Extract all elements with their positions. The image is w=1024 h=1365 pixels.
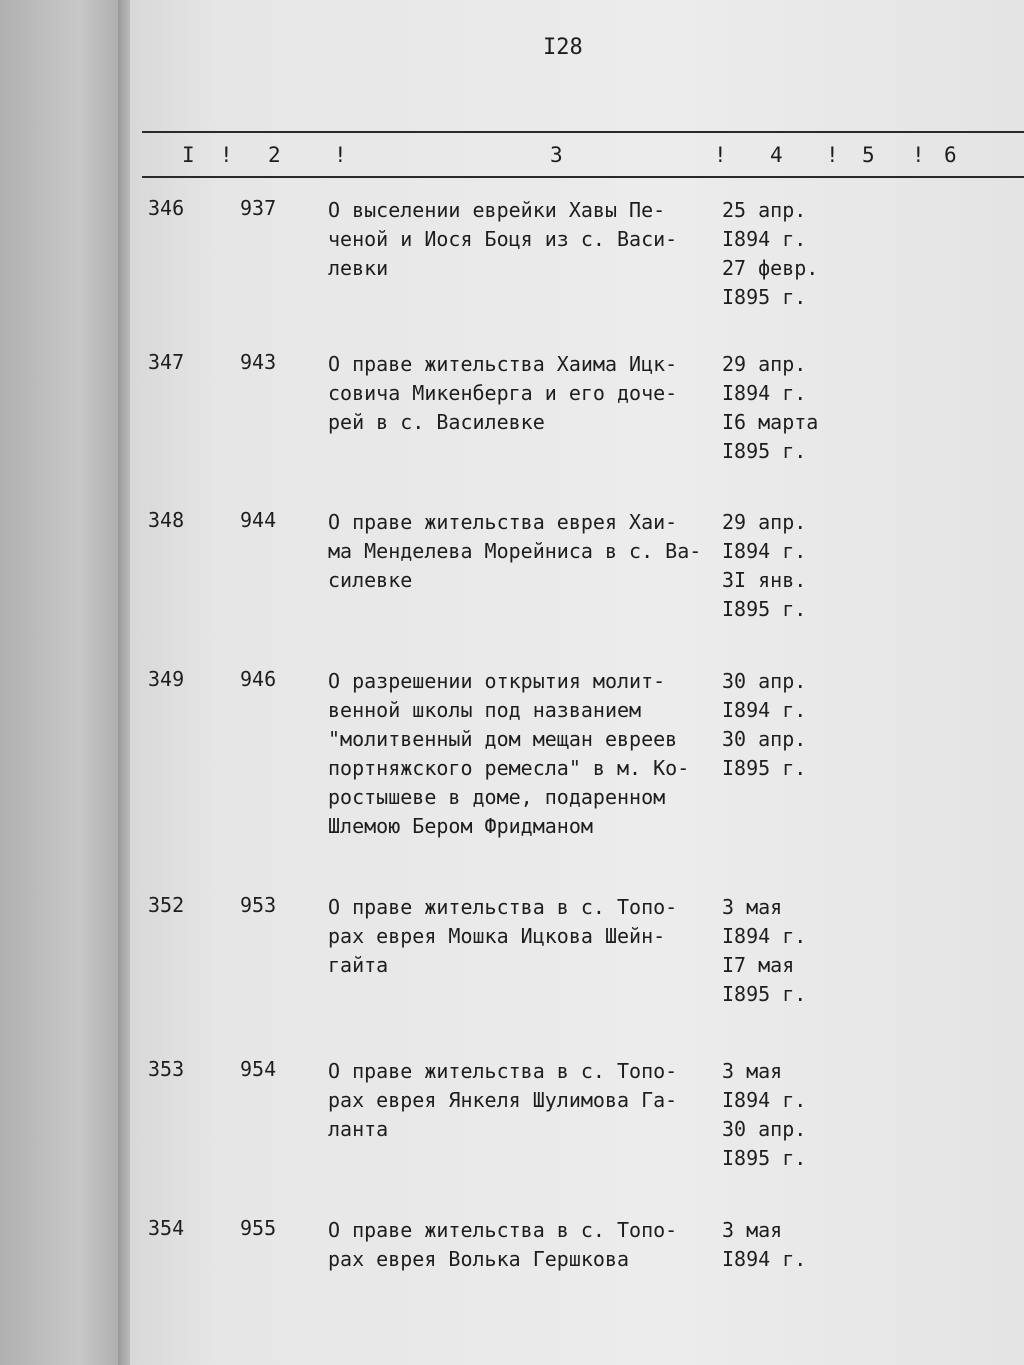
date-line: 29 апр. [722,352,807,376]
date-line: I895 г. [722,756,807,780]
entry-dates [722,508,806,624]
entry-description: О выселении еврейки Хавы Пе- ченой и Иося Боця из с. Васи- левки [328,198,678,280]
entry-number: 347 [148,350,185,374]
date-line: 30 апр. [722,727,807,751]
entry-dates [722,1216,806,1274]
date-line: I895 г. [722,982,807,1006]
column-separator: ! [826,143,839,167]
date-line: I895 г. [722,439,807,463]
entry-number: 354 [148,1216,185,1240]
date-line: 29 апр. [722,510,807,534]
date-line: I894 г. [722,539,807,563]
date-line: 30 апр. [722,1117,807,1141]
date-line: I895 г. [722,1146,807,1170]
column-header-6: 6 [944,143,957,167]
column-separator: ! [714,143,727,167]
page-number: I28 [543,35,583,60]
entry-reference: 943 [240,350,277,374]
date-line: 3 мая [722,1059,783,1083]
entry-reference: 944 [240,508,277,532]
date-line: 30 апр. [722,669,807,693]
column-header-2: 2 [268,143,281,167]
entry-description: О праве жительства еврея Хаи- ма Менделева Морейниса в с. Ва- силевке [328,510,702,592]
date-line: 27 февр. [722,256,819,280]
date-line: I895 г. [722,285,807,309]
column-header-1: I [182,143,195,167]
adjacent-page-edge [0,0,130,1365]
entry-description: О праве жительства Хаима Ицк- cовича Микенберга и его доче- рей в с. Василевке [328,352,678,434]
entry-reference: 955 [240,1216,277,1240]
column-separator: ! [912,143,925,167]
date-line: I895 г. [722,597,807,621]
entry-number: 348 [148,508,185,532]
date-line: I894 г. [722,227,807,251]
date-line: 3I янв. [722,568,807,592]
entry-reference: 946 [240,667,277,691]
entry-description: О праве жительства в с. Топо- рах еврея Янкеля Шулимова Га- ланта [328,1059,678,1141]
entry-number: 352 [148,893,185,917]
entry-number: 346 [148,196,185,220]
entry-dates [722,893,806,1009]
entry-reference: 953 [240,893,277,917]
date-line: I894 г. [722,1247,807,1271]
date-line: 25 апр. [722,198,807,222]
entry-dates [722,667,806,783]
entry-number: 349 [148,667,185,691]
entry-description: О праве жительства в с. Топо- рах еврея Мошка Ицкова Шейн- гайта [328,895,678,977]
date-line: I894 г. [722,381,807,405]
entry-dates [722,196,818,312]
entry-dates [722,1057,806,1173]
entry-reference: 954 [240,1057,277,1081]
column-header-5: 5 [862,143,875,167]
date-line: I894 г. [722,1088,807,1112]
date-line: 3 мая [722,1218,783,1242]
header-bottom-rule [142,176,1024,178]
entry-reference: 937 [240,196,277,220]
entry-description: О праве жительства в с. Топо- рах еврея Волька Гершкова [328,1218,678,1271]
date-line: I7 мая [722,953,795,977]
date-line: I894 г. [722,698,807,722]
date-line: I894 г. [722,924,807,948]
header-top-rule [142,131,1024,133]
date-line: 3 мая [722,895,783,919]
date-line: I6 марта [722,410,819,434]
column-header-4: 4 [770,143,783,167]
column-separator: ! [220,143,233,167]
column-header-3: 3 [550,143,563,167]
entry-description: О разрешении открытия молит- венной школы под названием "молитвенный дом мещан евреев портняжского ремесла" в м. Ко- ростышеве в доме, подаренном Шлемою Бером Фридманом [328,669,690,838]
column-separator: ! [334,143,347,167]
entry-number: 353 [148,1057,185,1081]
entry-dates [722,350,818,466]
